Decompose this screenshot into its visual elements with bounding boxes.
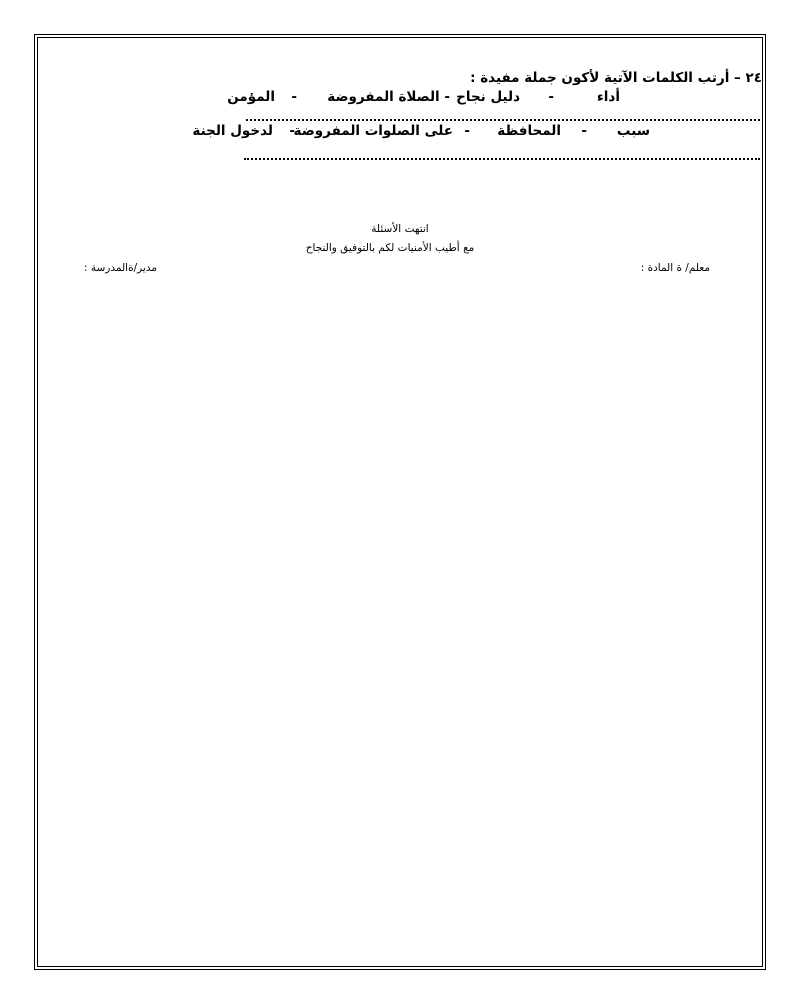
question-title: ٢٤ – أرتب الكلمات الآتية لأكون جملة مفيدة : [470, 70, 762, 86]
word-separator: - [291, 89, 297, 105]
word-item: أداء [596, 89, 620, 105]
answer-line-1 [246, 119, 760, 121]
page-border-inner [37, 37, 763, 967]
word-item: على الصلوات المفروضة [293, 123, 453, 139]
end-of-questions-text: انتهت الأسئلة [371, 223, 429, 235]
word-separator: - [289, 123, 295, 139]
good-wishes-text: مع أطيب الأمنيات لكم بالتوفيق والنجاح [305, 242, 475, 254]
principal-signature-label: مدير/ةالمدرسة : [84, 262, 157, 274]
word-item: لدخول الجنة [192, 123, 273, 139]
word-separator: - [464, 123, 470, 139]
word-row-2 [180, 123, 650, 141]
word-separator: - [581, 123, 587, 139]
word-item: سبب [616, 123, 650, 139]
word-item: دليل نجاح [456, 89, 520, 105]
teacher-signature-label: معلم/ ة المادة : [640, 262, 710, 274]
word-separator: - [548, 89, 554, 105]
word-item: المحافظة [497, 123, 561, 139]
word-item: المؤمن [227, 89, 275, 105]
word-item: - الصلاة المفروضة [327, 89, 450, 105]
word-row-1 [200, 89, 620, 107]
answer-line-2 [244, 158, 760, 160]
